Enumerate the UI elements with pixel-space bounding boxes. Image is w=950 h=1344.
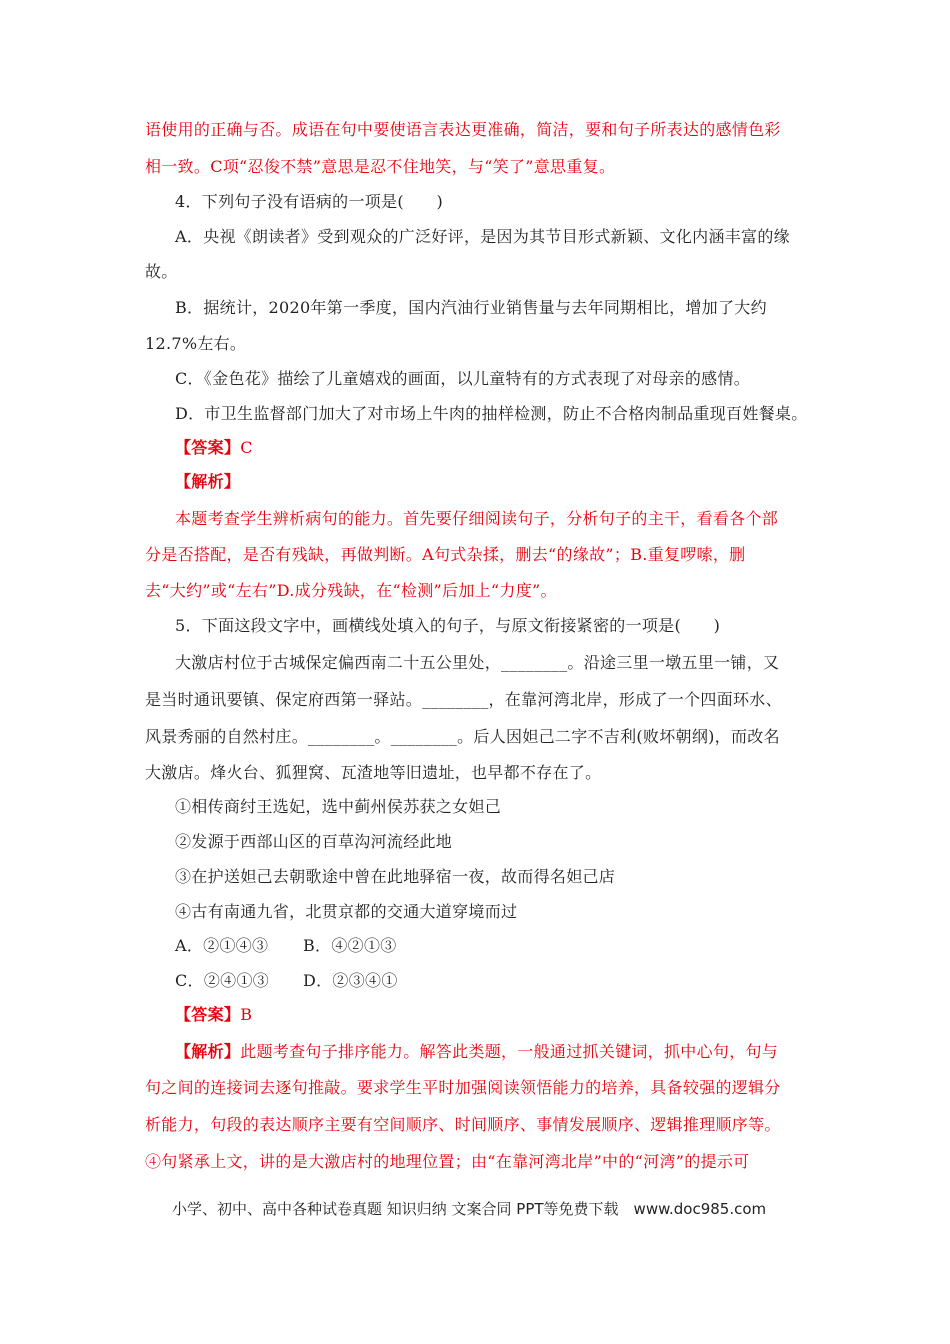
sentence-3: ③在护送妲己去朝歌途中曾在此地驿宿一夜，故而得名妲己店 — [175, 867, 616, 886]
sentence-1: ①相传商纣王选妃，选中蓟州侯苏获之女妲己 — [175, 797, 502, 816]
analysis-text: 此题考查句子排序能力。解答此类题，一般通过抓关键词，抓中心句，句与 — [240, 1042, 779, 1061]
option-b: B．据统计，2020年第一季度，国内汽油行业销售量与去年同期相比，增加了大约 — [175, 298, 767, 317]
question-5-stem: 5．下面这段文字中，画横线处填入的句子，与原文衔接紧密的一项是( ) — [175, 616, 721, 635]
option-a: A．②①④③ — [175, 936, 269, 955]
analysis-line: 本题考查学生辨析病句的能力。首先要仔细阅读句子，分析句子的主干，看看各个部 — [175, 509, 779, 528]
analysis-line: 析能力，句段的表达顺序主要有空间顺序、时间顺序、事情发展顺序、逻辑推理顺序等。 — [145, 1115, 781, 1134]
answer-line — [175, 438, 253, 458]
passage-line: 大激店。烽火台、狐狸窝、瓦渣地等旧遗址，也早都不存在了。 — [145, 763, 602, 782]
explanation-line: 相一致。C项“忍俊不禁”意思是忍不住地笑，与“笑了”意思重复。 — [145, 157, 616, 176]
sentence-2: ②发源于西部山区的百草沟河流经此地 — [175, 832, 453, 851]
option-d: D．市卫生监督部门加大了对市场上牛肉的抽样检测，防止不合格肉制品重现百姓餐桌。 — [175, 404, 808, 423]
answer-label: 【答案】 — [175, 438, 241, 457]
analysis-label: 【解析】 — [175, 1042, 241, 1061]
answer-line — [175, 1005, 252, 1025]
passage-line: 是当时通讯要镇、保定府西第一驿站。________，在靠河湾北岸，形成了一个四面环水、 — [145, 690, 782, 709]
option-d: D．②③④① — [303, 971, 398, 990]
option-c: C．②④①③ — [175, 971, 270, 990]
analysis-line: 分是否搭配，是否有残缺，再做判断。A句式杂揉，删去“的缘故”；B.重复啰嗦，删 — [145, 545, 746, 564]
analysis-line: ④句紧承上文，讲的是大激店村的地理位置；由“在靠河湾北岸”中的“河湾”的提示可 — [145, 1152, 750, 1171]
answer-value: B — [240, 1005, 253, 1024]
passage-line: 风景秀丽的自然村庄。________。________。后人因妲己二字不吉利(败坏朝纲)，而改名 — [145, 727, 780, 746]
analysis-line — [175, 1042, 778, 1062]
option-c: C．《金色花》描绘了儿童嬉戏的画面，以儿童特有的方式表现了对母亲的感情。 — [175, 369, 751, 388]
analysis-label: 【解析】 — [175, 472, 241, 491]
analysis-line: 句之间的连接词去逐句推敲。要求学生平时加强阅读领悟能力的培养，具备较强的逻辑分 — [145, 1078, 781, 1097]
answer-label: 【答案】 — [175, 1005, 241, 1024]
passage-line: 大激店村位于古城保定偏西南二十五公里处，________。沿途三里一墩五里一铺，又 — [175, 653, 780, 672]
sentence-4: ④古有南通九省，北贯京都的交通大道穿境而过 — [175, 902, 518, 921]
option-a-cont: 故。 — [145, 262, 178, 281]
option-b-cont: 12.7%左右。 — [145, 334, 247, 353]
analysis-line: 去“大约”或“左右”D.成分残缺，在“检测”后加上“力度”。 — [145, 581, 557, 600]
question-4-stem: 4．下列句子没有语病的一项是( ) — [175, 192, 444, 211]
explanation-line: 语使用的正确与否。成语在句中要使语言表达更准确，简洁，要和句子所表达的感情色彩 — [145, 120, 781, 139]
option-b: B．④②①③ — [303, 936, 397, 955]
option-a: A．央视《朗读者》受到观众的广泛好评，是因为其节目形式新颖、文化内涵丰富的缘 — [175, 227, 790, 246]
page-footer: 小学、初中、高中各种试卷真题 知识归纳 文案合同 PPT等免费下载 www.doc985.com — [172, 1200, 767, 1218]
answer-value: C — [240, 438, 253, 457]
